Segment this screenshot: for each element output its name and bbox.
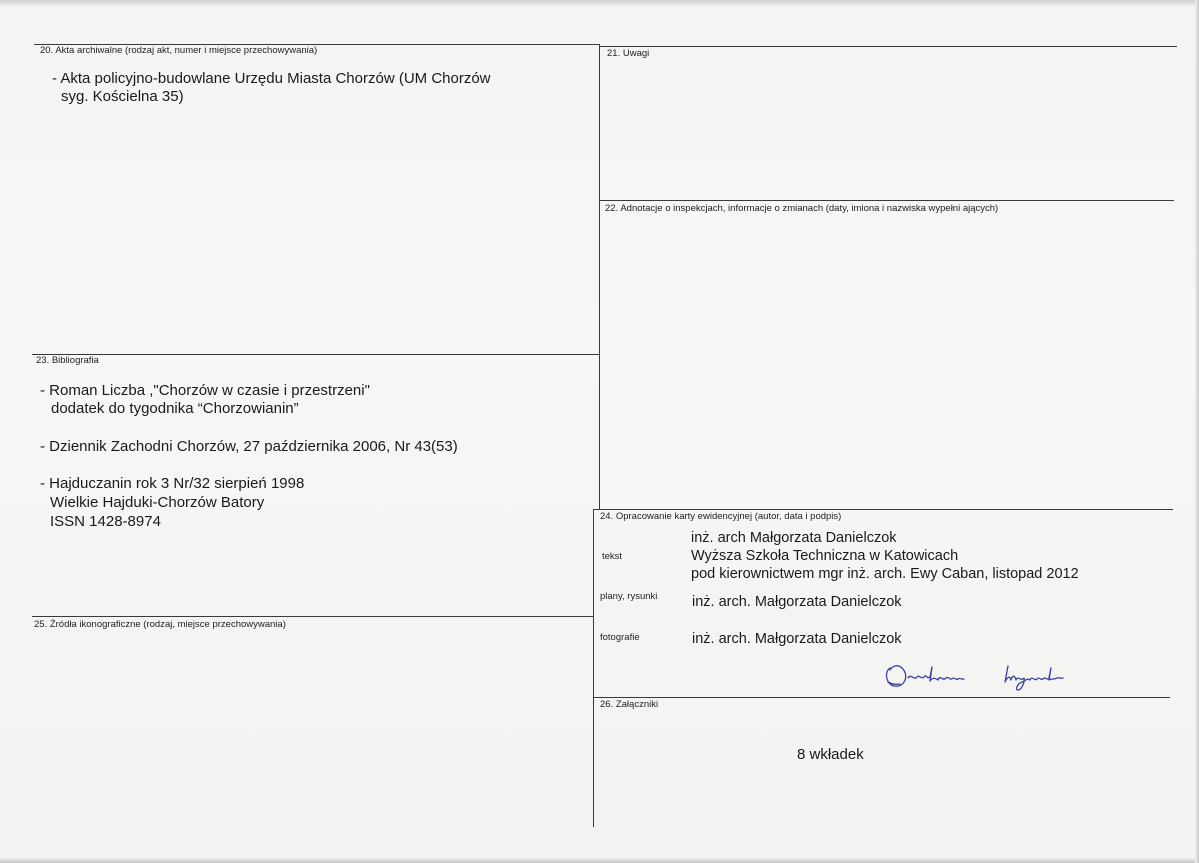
handwritten-signature [880,658,1120,698]
paper-edge-top [0,0,1199,6]
tekst-line-3: pod kierownictwem mgr inż. arch. Ewy Caban, listopad 2012 [691,566,1079,582]
paper-edge-right [1195,0,1199,863]
tekst-line-1: inż. arch Małgorzata Danielczok [691,530,897,546]
rule-field23 [32,354,599,355]
paper-edge-bottom [0,858,1199,863]
tekst-line-2: Wyższa Szkoła Techniczna w Katowicach [691,548,959,564]
tekst-label: tekst [602,551,623,562]
field25-label: 25. Źródła ikonograficzne (rodzaj, miejsce przechowywania) [34,619,286,630]
fotografie-label: fotografie [600,632,640,643]
bibliography-entry-1-line-1: - Roman Liczba ,"Chorzów w czasie i przestrzeni" [40,382,370,399]
field20-label: 20. Akta archiwalne (rodzaj akt, numer i miejsce przechowywania) [40,45,318,56]
rule-field22 [599,200,1174,201]
field26-label: 26. Załączniki [600,699,659,710]
field22-label: 22. Adnotacje o inspekcjach, informacje o zmianach (daty, imiona i nazwiska wypełni ających) [605,203,999,214]
bibliography-entry-3-line-1: - Hajduczanin rok 3 Nr/32 sierpień 1998 [40,475,305,492]
rule-center-vertical-lower [593,509,594,827]
field24-label: 24. Opracowanie karty ewidencyjnej (autor, data i podpis) [600,511,842,522]
bibliography-entry-3-line-3: ISSN 1428-8974 [50,513,161,530]
rule-field24 [593,509,1173,510]
plany-label: plany, rysunki [600,591,658,602]
bibliography-entry-1-line-2: dodatek do tygodnika “Chorzowianin” [51,400,299,417]
field20-line-1: - Akta policyjno-budowlane Urzędu Miasta Chorzów (UM Chorzów [52,70,491,87]
rule-center-vertical [599,44,600,509]
bibliography-entry-2: - Dziennik Zachodni Chorzów, 27 października 2006, Nr 43(53) [40,438,458,455]
rule-top-right [599,46,1177,47]
field21-label: 21. Uwagi [607,48,650,59]
attachments-value: 8 wkładek [797,746,864,763]
field23-label: 23. Bibliografia [36,355,99,366]
rule-field25 [32,616,593,617]
field20-line-2: syg. Kościelna 35) [61,88,184,105]
bibliography-entry-3-line-2: Wielkie Hajduki-Chorzów Batory [50,494,265,511]
fotografie-value: inż. arch. Małgorzata Danielczok [692,631,902,647]
plany-value: inż. arch. Małgorzata Danielczok [692,594,902,610]
